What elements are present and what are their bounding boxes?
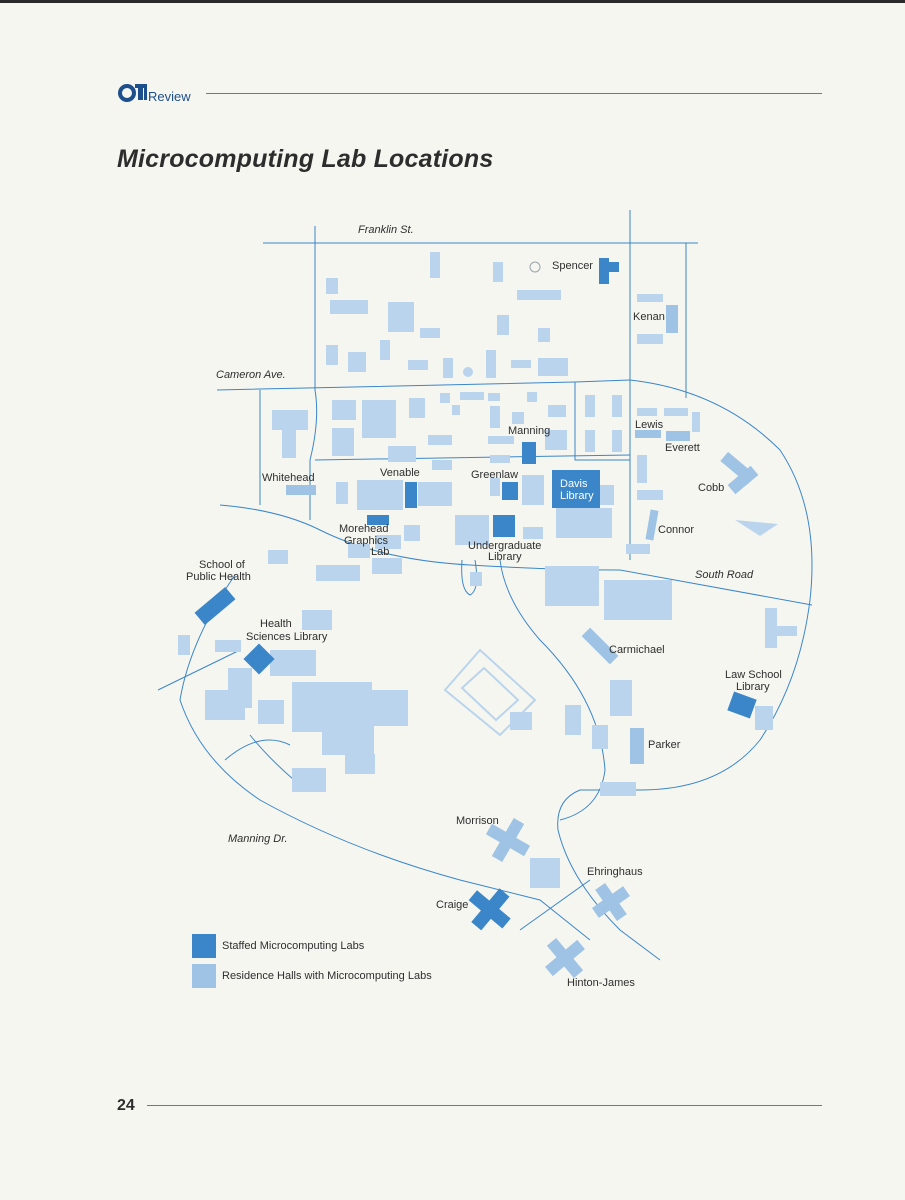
label-whitehead: Whitehead: [262, 472, 315, 484]
label-everett: Everett: [665, 442, 700, 454]
label-sph-1: School of: [199, 559, 245, 571]
lewis-hall: [635, 430, 661, 438]
label-manning: Manning: [508, 425, 551, 437]
ugl-lab: [493, 515, 515, 537]
ehringhaus-hall: [592, 883, 630, 921]
footer-rule: [147, 1105, 822, 1106]
craige-lab: [469, 888, 511, 930]
whitehead-hall: [286, 485, 316, 495]
legend-staffed: [192, 935, 364, 957]
label-sph-2: Public Health: [186, 571, 251, 583]
page-number: 24: [117, 1097, 135, 1114]
spencer-lab: [599, 258, 619, 284]
parker-hall: [630, 728, 644, 764]
label-davis-2: Library: [560, 490, 594, 502]
label-lewis: Lewis: [635, 419, 664, 431]
hinton-james-hall: [545, 938, 585, 978]
label-cobb: Cobb: [698, 482, 725, 494]
legend-staffed-text: Staffed Microcomputing Labs: [222, 940, 365, 952]
label-morehead-3: Lab: [371, 546, 390, 558]
venable-lab: [405, 482, 417, 508]
label-venable: Venable: [380, 467, 420, 479]
label-hsl-1: Health: [260, 618, 292, 630]
label-parker: Parker: [648, 739, 681, 751]
legend-staffed-swatch: [192, 934, 216, 958]
label-law-2: Library: [736, 681, 770, 693]
road-franklin: Franklin St.: [358, 224, 414, 236]
label-connor: Connor: [658, 524, 695, 536]
label-morehead-2: Graphics: [344, 535, 389, 547]
road-south: South Road: [695, 569, 754, 581]
label-law-1: Law School: [725, 669, 782, 681]
road-cameron: Cameron Ave.: [216, 369, 286, 381]
manning-lab: [522, 442, 536, 464]
label-ehringhaus: Ehringhaus: [587, 866, 643, 878]
label-greenlaw: Greenlaw: [471, 469, 519, 481]
everett-hall: [666, 431, 690, 441]
label-spencer: Spencer: [552, 260, 593, 272]
greenlaw-lab: [502, 482, 518, 500]
kenan-hall: [666, 305, 678, 333]
label-morehead-1: Morehead: [339, 523, 389, 535]
road-network: [158, 210, 812, 960]
law-library-lab: [727, 691, 756, 718]
label-davis-1: Davis: [560, 478, 588, 490]
residence-halls: [286, 305, 758, 978]
page-title: Microcomputing Lab Locations: [117, 145, 494, 173]
legend-residence-text: Residence Halls with Microcomputing Labs: [222, 970, 432, 982]
label-carmichael: Carmichael: [609, 644, 665, 656]
label-ugl-2: Library: [488, 551, 522, 563]
well-marker: [530, 262, 540, 272]
label-ugl-1: Undergraduate: [468, 540, 542, 552]
review-label: Review: [148, 89, 191, 104]
label-craige: Craige: [436, 899, 469, 911]
label-hsl-2: Sciences Library: [246, 631, 328, 643]
label-kenan: Kenan: [633, 311, 665, 323]
cobb-hall: [720, 452, 758, 494]
connor-hall: [645, 510, 658, 541]
label-morrison: Morrison: [456, 815, 499, 827]
legend-residence: [192, 965, 432, 987]
staffed-labs: [195, 258, 757, 930]
legend-residence-swatch: [192, 964, 216, 988]
label-hinton-james: Hinton-James: [567, 977, 635, 989]
road-manning-dr: Manning Dr.: [228, 833, 288, 845]
sph-lab: [195, 587, 236, 625]
